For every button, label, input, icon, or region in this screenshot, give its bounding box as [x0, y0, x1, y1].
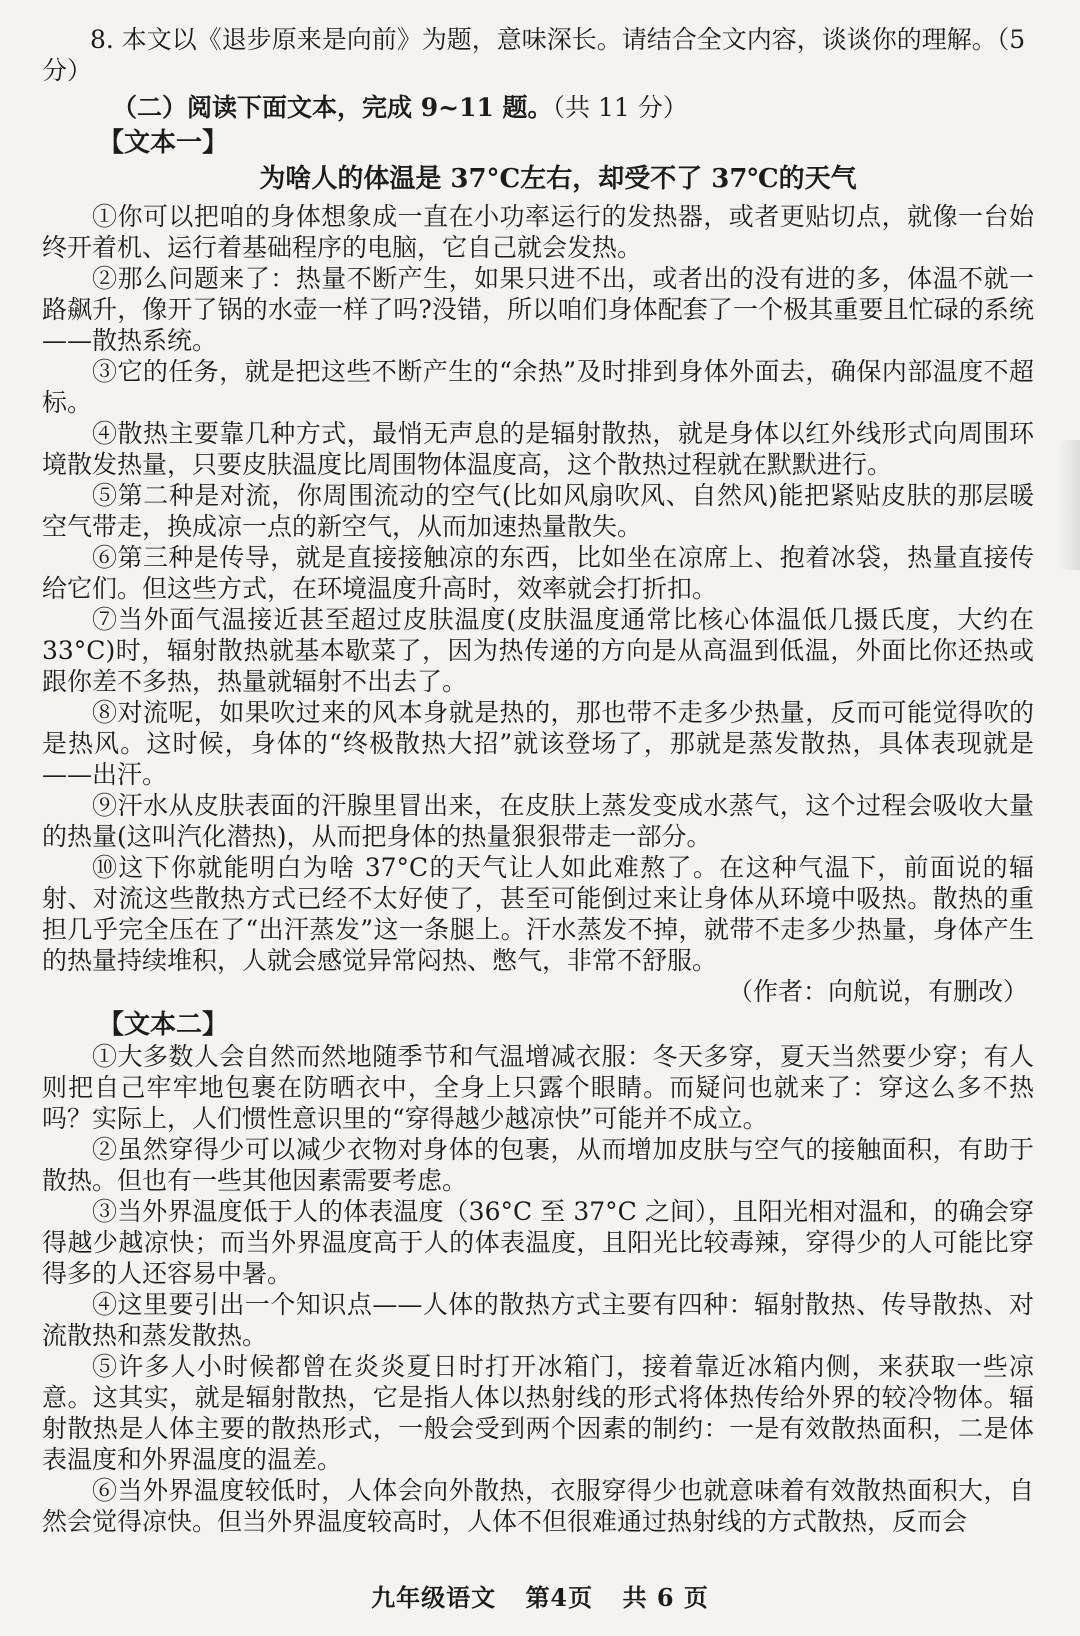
text-1-paragraph-2: ②那么问题来了：热量不断产生，如果只进不出，或者出的没有进的多，体温不就一路飙升，像开了锅的水壶一样了吗?没错，所以咱们身体配套了一个极其重要且忙碌的系统——散热系统。	[42, 264, 1034, 355]
footer-total-pages: 共 6 页	[622, 1583, 709, 1612]
text-2-paragraph-2: ②虽然穿得少可以减少衣物对身体的包裹，从而增加皮肤与空气的接触面积，有助于散热。但也有一些其他因素需要考虑。	[42, 1135, 1034, 1195]
section-2-title: （二）阅读下面文本，完成 9~11 题。	[112, 93, 553, 122]
text-2-paragraph-1: ①大多数人会自然而然地随季节和气温增减衣服：冬天多穿，夏天当然要少穿；有人则把自己牢牢地包裹在防晒衣中，全身上只露个眼睛。而疑问也就来了：穿这么多不热吗？实际上，人们惯性意识里的“穿得越少越凉快”可能并不成立。	[42, 1042, 1034, 1133]
text-1-paragraph-6: ⑥第三种是传导，就是直接接触凉的东西，比如坐在凉席上、抱着冰袋，热量直接传给它们。但这些方式，在环境温度升高时，效率就会打折扣。	[42, 543, 1034, 603]
text-1-paragraph-3: ③它的任务，就是把这些不断产生的“余热”及时排到身体外面去，确保内部温度不超标。	[42, 357, 1034, 417]
text-1-paragraph-9: ⑨汗水从皮肤表面的汗腺里冒出来，在皮肤上蒸发变成水蒸气，这个过程会吸收大量的热量(这叫汽化潜热)，从而把身体的热量狠狠带走一部分。	[42, 791, 1034, 851]
text-2-paragraph-5: ⑤许多人小时候都曾在炎炎夏日时打开冰箱门，接着靠近冰箱内侧，来获取一些凉意。这其实，就是辐射散热，它是指人体以热射线的形式将体热传给外界的较冷物体。辐射散热是人体主要的散热形式，一般会受到两个因素的制约：一是有效散热面积，二是体表温度和外界温度的温差。	[42, 1352, 1034, 1474]
text-2-paragraph-3: ③当外界温度低于人的体表温度（36°C 至 37°C 之间），且阳光相对温和，的确会穿得越少越凉快；而当外界温度高于人的体表温度，且阳光比较毒辣，穿得少的人可能比穿得多的人还容易中暑。	[42, 1197, 1034, 1288]
question-8-line2: 分）	[42, 56, 93, 85]
text-1-paragraph-7: ⑦当外面气温接近甚至超过皮肤温度(皮肤温度通常比核心体温低几摄氏度，大约在 33°C)时，辐射散热就基本歇菜了，因为热传递的方向是从高温到低温，外面比你还热或跟你差不多热，热量就辐射不出去了。	[42, 605, 1034, 696]
section-2-points: （共 11 分）	[552, 93, 688, 122]
text-1-paragraph-8: ⑧对流呢，如果吹过来的风本身就是热的，那也带不走多少热量，反而可能觉得吹的是热风。这时候，身体的“终极散热大招”就该登场了，那就是蒸发散热，具体表现就是——出汗。	[42, 698, 1034, 789]
footer-page-number: 第4页	[525, 1583, 594, 1612]
article-title: 为啥人的体温是 37°C左右，却受不了 37℃的天气	[259, 164, 857, 194]
page-footer	[0, 1578, 1080, 1613]
question-8	[42, 24, 1034, 86]
footer-grade: 九年级语文	[371, 1583, 497, 1612]
section-2-heading	[112, 92, 1034, 123]
text-2-label: 【文本二】	[98, 1010, 229, 1040]
text-1-paragraph-5: ⑤第二种是对流，你周围流动的空气(比如风扇吹风、自然风)能把紧贴皮肤的那层暖空气带走，换成凉一点的新空气，从而加速热量散失。	[42, 481, 1034, 541]
question-8-line1: 8. 本文以《退步原来是向前》为题，意味深长。请结合全文内容，谈谈你的理解。（5	[90, 25, 1026, 54]
text-1-paragraph-10: ⑩这下你就能明白为啥 37°C的天气让人如此难熬了。在这种气温下，前面说的辐射、对流这些散热方式已经不太好使了，甚至可能倒过来让身体从环境中吸热。散热的重担几乎完全压在了“出汗蒸发”这一条腿上。汗水蒸发不掉，就带不走多少热量，身体产生的热量持续堆积，人就会感觉异常闷热、憋气，非常不舒服。	[42, 853, 1034, 975]
author-credit: （作者：向航说，有删改）	[727, 977, 1028, 1006]
text-2-paragraph-4: ④这里要引出一个知识点——人体的散热方式主要有四种：辐射散热、传导散热、对流散热和蒸发散热。	[42, 1290, 1034, 1350]
text-2-paragraph-6: ⑥当外界温度较低时，人体会向外散热，衣服穿得少也就意味着有效散热面积大，自然会觉得凉快。但当外界温度较高时，人体不但很难通过热射线的方式散热，反而会	[42, 1476, 1034, 1536]
text-1-label: 【文本一】	[98, 128, 229, 158]
page-edge-shadow	[1058, 440, 1080, 570]
text-1-paragraph-4: ④散热主要靠几种方式，最悄无声息的是辐射散热，就是身体以红外线形式向周围环境散发热量，只要皮肤温度比周围物体温度高，这个散热过程就在默默进行。	[42, 419, 1034, 479]
text-1-paragraph-1: ①你可以把咱的身体想象成一直在小功率运行的发热器，或者更贴切点，就像一台始终开着机、运行着基础程序的电脑，它自己就会发热。	[42, 202, 1034, 262]
